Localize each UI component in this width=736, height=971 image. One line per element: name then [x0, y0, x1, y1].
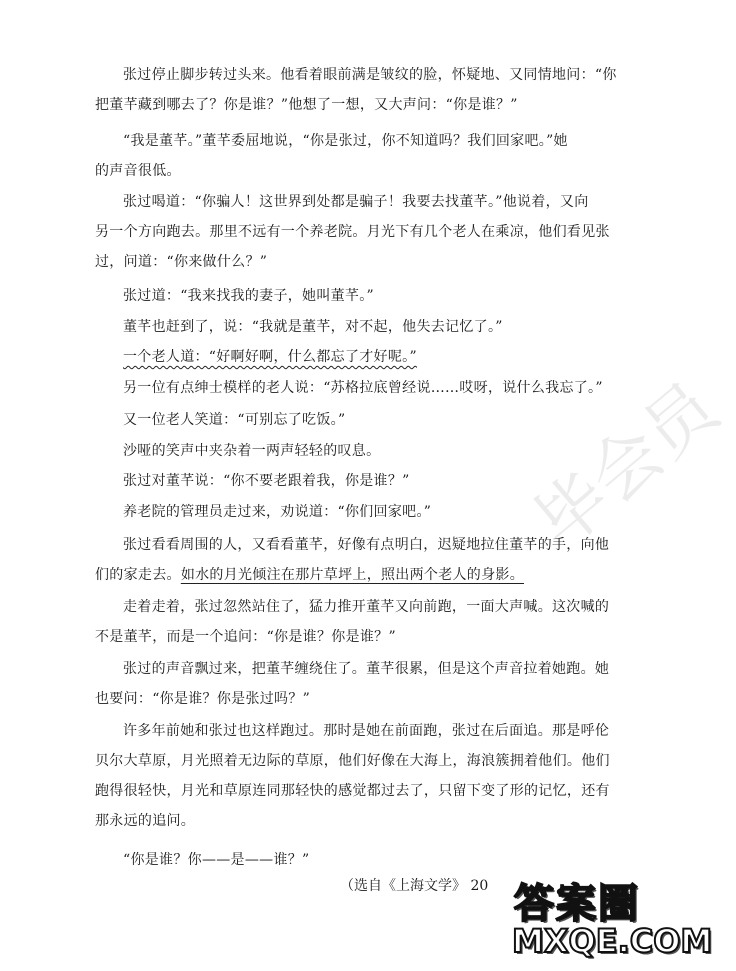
text-line: 的声音很低。 [95, 163, 181, 179]
paragraph [95, 592, 615, 652]
paragraph [95, 342, 615, 372]
logo-title: 答案圈 [514, 881, 640, 927]
text-line: 把董芊藏到哪去了？你是谁？”他想了一想，又大声问：“你是谁？” [95, 97, 518, 113]
paragraph [95, 312, 615, 342]
source-citation: （选自《上海文学》 20 [340, 878, 489, 894]
text-line: 许多年前她和张过也这样跑过。那时是她在前面跑，张过在后面追。那是呼伦 [123, 723, 610, 739]
diagonal-watermark: 毕会员 [519, 366, 734, 565]
text-line: 张过道：“我来找我的妻子，她叫董芊。” [123, 288, 375, 304]
text-line: 张过看看周围的人，又看看董芊，好像有点明白，迟疑地拉住董芊的手，向他 [123, 537, 610, 553]
text-line: 又一位老人笑道：“可别忘了吃饭。” [123, 412, 346, 428]
paragraph [95, 436, 615, 466]
text-line: 那永远的追问。 [95, 813, 196, 829]
text-line: “我是董芊。”董芊委屈地说，“你是张过，你不知道吗？我们回家吧。”她 [123, 133, 568, 149]
text-segment: 们的家走去。 [95, 567, 181, 583]
paragraph [95, 405, 615, 435]
paragraph [95, 530, 615, 590]
text-line: 张过的声音飘过来，把董芊缠绕住了。董芊很累，但是这个声音拉着她跑。她 [123, 661, 610, 677]
text-line [95, 560, 615, 590]
text-line: 不是董芊，而是一个追问：“你是谁？你是谁？” [95, 629, 396, 645]
text-line: 跑得很轻快，月光和草原连同那轻快的感觉都过去了，只留下变了形的记忆，还有 [95, 783, 610, 799]
text-line: 张过停止脚步转过头来。他看着眼前满是皱纹的脸，怀疑地、又同情地问：“你 [123, 67, 617, 83]
paragraph [95, 373, 615, 403]
watermark-logo [508, 872, 713, 964]
paragraph [95, 60, 615, 120]
text-line: 沙哑的笑声中夹杂着一两声轻轻的叹息。 [123, 443, 381, 459]
text-line: 另一位有点绅士模样的老人说：“苏格拉底曾经说……哎呀，说什么我忘了。” [123, 380, 603, 396]
text-line: 也要问：“你是谁？你是张过吗？” [95, 691, 311, 707]
underlined-sentence: 如水的月光倾注在那片草坪上，照出两个老人的身影。 [180, 567, 525, 583]
paragraph [95, 466, 615, 496]
paragraph [95, 845, 615, 875]
text-line: 董芊也赶到了，说：“我就是董芊，对不起，他失去记忆了。” [123, 319, 503, 335]
logo-url: MXQE.COM [512, 922, 713, 960]
text-line: 养老院的管理员走过来，劝说道：“你们回家吧。” [123, 504, 432, 520]
text-line: 走着走着，张过忽然站住了，猛力推开董芊又向前跑，一面大声喊。这次喊的 [123, 599, 610, 615]
text-line: 张过喝道：“你骗人！这世界到处都是骗子！我要去找董芊。”他说着，又向 [123, 194, 589, 210]
text-line: 贝尔大草原，月光照着无边际的草原，他们好像在大海上，海浪簇拥着他们。他们 [95, 753, 610, 769]
paragraph [95, 497, 615, 527]
text-line: 另一个方向跑去。那里不远有一个养老院。月光下有几个老人在乘凉，他们看见张 [95, 224, 610, 240]
text-line: 张过对董芊说：“你不要老跟着我，你是谁？” [123, 473, 410, 489]
paragraph [95, 187, 615, 277]
paragraph [95, 716, 615, 836]
paragraph [95, 654, 615, 714]
text-line: 过，问道：“你来做什么？” [95, 254, 268, 270]
paragraph [95, 126, 615, 186]
paragraph [95, 281, 615, 311]
text-line: 一个老人道：“好啊好啊，什么都忘了才好呢。” [123, 349, 417, 365]
text-line: “你是谁？你——是——谁？” [123, 852, 310, 868]
